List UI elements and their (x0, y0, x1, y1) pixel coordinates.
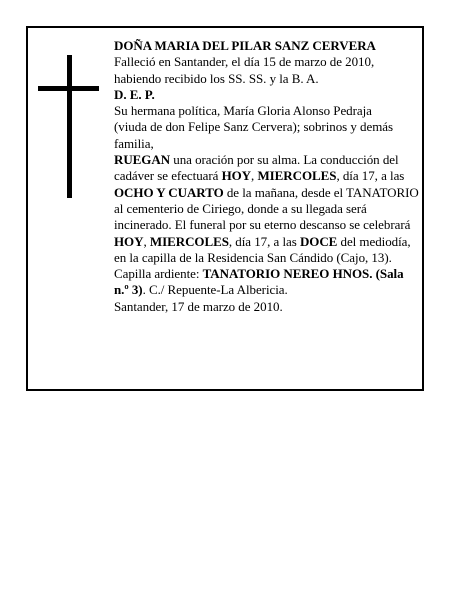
dep-abbreviation: D. E. P. (114, 86, 155, 102)
family-line-1: Su hermana política, María Gloria Alonso Pedraja (114, 103, 372, 119)
death-line-2: habiendo recibido los SS. SS. y la B. A. (114, 70, 319, 86)
family-line-2: (viuda de don Felipe Sanz Cervera); sobrinos y demás (114, 119, 393, 135)
death-line-1: Falleció en Santander, el día 15 de marzo de 2010, (114, 54, 375, 70)
deceased-name: DOÑA MARIA DEL PILAR SANZ CERVERA (114, 38, 376, 53)
obituary-notice (26, 26, 424, 391)
announcement-paragraph: RUEGAN una oración por su alma. La conducción del cadáver se efectuará HOY, MIERCOLES, día 17, a las OCHO Y CUARTO de la mañana, desde el TANATORIO al cementerio de Ciriego, donde a su llegada será incinerado. El funeral por su eterno descanso se celebrará HOY, MIERCOLES, día 17, a las DOCE del mediodía, en la capilla de la Residencia San Cándido (Cajo, 13). Capilla ardiente: TANATORIO NEREO HNOS. (Sala n.º 3). C./ Repuente-La Albericia. (114, 152, 419, 298)
cross-icon-bar (38, 86, 99, 91)
obituary-text (114, 38, 419, 315)
cross-icon (67, 55, 72, 198)
date-line: Santander, 17 de marzo de 2010. (114, 298, 283, 314)
family-line-3: familia, (114, 135, 154, 151)
